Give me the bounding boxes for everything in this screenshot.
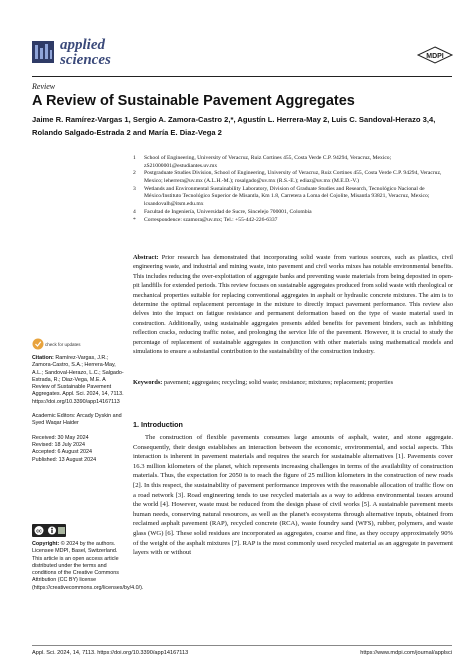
article-metadata <box>32 355 124 464</box>
authors-line-1: Jaime R. Ramírez-Vargas 1, Sergio A. Zamora-Castro 2,*, Agustín L. Herrera-May 2, Luis C. Sandoval-Herazo 3,4, <box>32 115 436 124</box>
affiliation-item <box>133 155 453 170</box>
revised-date: Revised: 18 July 2024 <box>32 441 86 448</box>
academic-editors: Academic Editors: Arcady Dyskin and Syed Waqar Haider <box>32 413 122 427</box>
affiliation-number: 1 <box>133 155 136 161</box>
journal-name-line2: sciences <box>60 52 111 68</box>
mdpi-logo-icon <box>418 47 452 67</box>
footer-citation[interactable]: Appl. Sci. 2024, 14, 7113. https://doi.org/10.3390/app14167113 <box>32 650 189 656</box>
copyright-notice <box>32 541 144 592</box>
affiliation-text: Wetlands and Environmental Sustainability Laboratory, Division of Graduate Studies and Research, Tecnológico Nacional de México/Instituto Tecnológico Superior de Misantla, Km 1.8, Carretera a Loma del Cojolite, Misantla 93821, Veracruz, Mexico; lcsandovalh@itsm.edu.mx <box>144 185 430 207</box>
published-date: Published: 13 August 2024 <box>32 456 97 463</box>
keywords-label: Keywords: <box>133 379 163 386</box>
check-for-updates-button[interactable] <box>32 337 81 351</box>
affiliation-item <box>133 186 453 209</box>
svg-text:cc: cc <box>36 528 42 535</box>
affiliation-item <box>133 170 453 185</box>
copyright-text: © 2024 by the authors. Licensee MDPI, Basel, Switzerland. This article is an open access article distributed under the terms and conditions of the Creative Commons Attribution (CC BY) license (https://creativecommons.org/licenses/by/4.0/). <box>32 541 144 591</box>
affiliation-text: Postgraduate Studies Division, School of Engineering, University of Veracruz, Ruiz Cortines 455, Costa Verde C.P. 94294, Veracruz, Mexico; leherrera@uv.mx (A.L.H.-M.); rosalgado@uv.mx (R.S.-E.); ediaz@uv.mx (M.E.D.-V.) <box>144 170 442 184</box>
affiliation-item <box>133 209 453 217</box>
affiliation-number: 4 <box>133 208 136 215</box>
citation-label: Citation: <box>32 355 54 361</box>
check-updates-label: check for updates <box>45 342 81 347</box>
abstract-label: Abstract: <box>133 254 159 261</box>
article-type: Review <box>32 82 56 91</box>
affiliation-number: * <box>133 216 136 223</box>
copyright-label: Copyright: <box>32 541 60 547</box>
affiliations <box>133 155 453 224</box>
footer-journal-link[interactable]: https://www.mdpi.com/journal/applsci <box>360 650 452 656</box>
section-heading: 1. Introduction <box>133 420 183 429</box>
article-title: A Review of Sustainable Pavement Aggregates <box>32 93 355 109</box>
cc-by-license-icon <box>32 524 66 537</box>
abstract <box>133 253 453 356</box>
affiliation-text: School of Engineering, University of Veracruz, Ruiz Cortines 455, Costa Verde C.P. 94294, Veracruz, Mexico; zS21000001@estudiantes.uv.mx <box>144 155 392 169</box>
keywords <box>133 378 453 387</box>
journal-name-line1: applied <box>60 37 105 53</box>
author-list <box>32 113 452 139</box>
authors-line-2: Rolando Salgado-Estrada 2 and María E. Diaz-Vega 2 <box>32 128 222 137</box>
footer-rule <box>32 645 452 646</box>
affiliation-number: 2 <box>133 170 136 177</box>
citation <box>32 355 124 406</box>
affiliation-item <box>133 217 453 225</box>
journal-logo-icon <box>32 41 54 63</box>
affiliation-number: 3 <box>133 185 136 192</box>
publisher-name: MDPI <box>426 53 444 60</box>
keywords-text: pavement; aggregates; recycling; solid waste; resistance; mixtures; replacement; properties <box>163 379 394 386</box>
affiliation-text: Correspondence: szamora@uv.mx; Tel.: +55-442-226-6337 <box>144 216 278 223</box>
page-footer <box>32 650 452 656</box>
affiliation-text: Facultad de Ingeniería, Universidad de Sucre, Sincelejo 700001, Colombia <box>144 208 312 215</box>
accepted-date: Accepted: 6 August 2024 <box>32 449 92 456</box>
received-date: Received: 30 May 2024 <box>32 434 89 441</box>
citation-text: Ramírez-Vargas, J.R.; Zamora-Castro, S.A.; Herrera-May, A.L.; Sandoval-Herazo, L.C.; Salgado-Estrada, R.; Diaz-Vega, M.E. A Review of Sustainable Pavement Aggregates. Appl. Sci. 2024, 14, 7113. https://doi.org/10.3390/app14167113 <box>32 355 124 405</box>
journal-name <box>60 38 111 68</box>
header-rule <box>32 76 452 77</box>
publisher-logo <box>418 47 452 67</box>
abstract-text: Prior research has demonstrated that incorporating solid waste from various sources, such as plastics, civil engineering waste, and industrial and mining waste, into pavement and civil works mixes has notable environmental benefits. This includes reducing the over-exploitation of aggregate banks and preventing waste materials from being deposited in open-pit landfills for extended periods. This review focuses on sustainable aggregates produced from solid waste with rheological or mechanical properties suitable for replacing conventional aggregates in asphalt or hydraulic concrete mixtures. The aim is to determine the optimal replacement percentage in the mixture to directly impact pavement performance. This review also delves into the impact on fatigue resistance and permanent deformation based on the type of waste material used in construction. Additionally, using sustainable aggregates presents added benefits for pavement binders, such as inhibiting reflection cracks, reducing traffic noise, and prolonging the service life of the pavement. However, it is crucial to study the percentage of replacement of sustainable aggregates in conjunction with other materials using mathematical models and simulations to ensure a substantial contribution to the sustainability of the construction industry. <box>133 254 453 356</box>
update-check-icon <box>33 339 44 350</box>
introduction-text: The construction of flexible pavements consumes large amounts of asphalt, water, and stone aggregate. Consequently, their design establishes an interaction between the economic, environmental, and social aspects. This interaction is inherent in pavement materials and requires the search for sustainable alternatives [1]. Pavements cover 16.3 million kilometers of the planet, which represents increasing challenges in terms of the availability of construction materials. Thus, the expectation for 2050 is to reach the figure of 25 million kilometers in the construction of new roads [2]. In this respect, the sustainability of pavement performance improves with the reasonable allocation of traffic flow on a road network [3]. Road engineering tends to use recycled materials as a way to address environmental issues around the world [4]. However, waste must be reduced from the design phase of civil works [5]. A sustainable pavement meets human needs, conserving natural resources, as well as the planet's ecosystems through alternative inputs, obtained from reclaimed asphalt pavement (RAP), recycled concrete (RCA), waste foundry sand (WFS), rubber, polymers, and waste glass (WG) [6]. These solid residues are incorporated as aggregates, coarse and fine, as they occupy approximately 90% of the weight of the asphalt mixtures [7]. RAP is the most commonly used recycled material as an aggregate in pavement layers with or without <box>133 434 453 557</box>
